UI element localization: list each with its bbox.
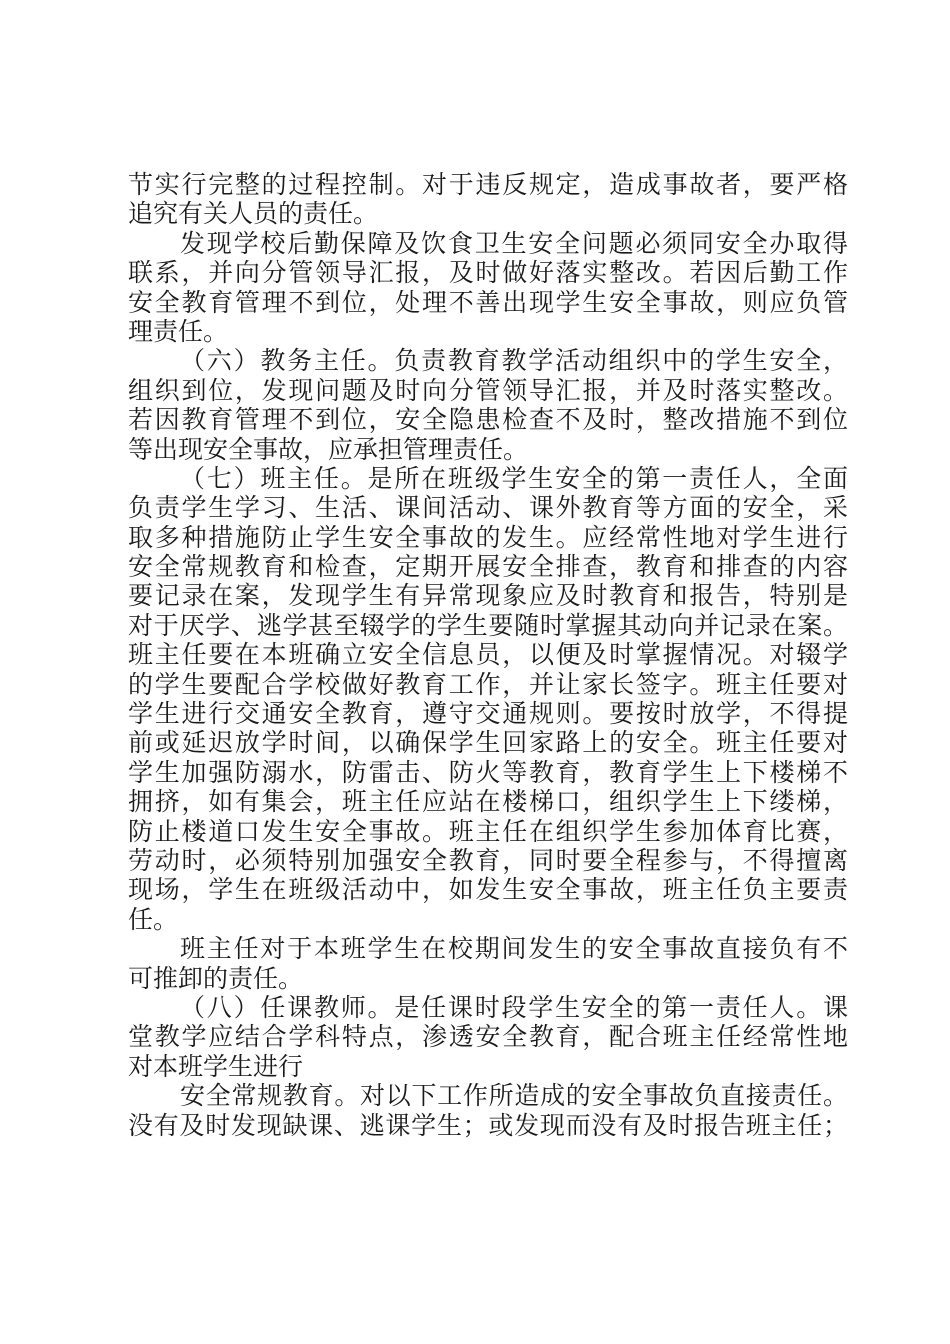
text-line: 堂教学应结合学科特点，渗透安全教育，配合班主任经常性地 [128, 1022, 848, 1052]
text-line: 可推卸的责任。 [128, 963, 304, 993]
text-line: 负责学生学习、生活、课间活动、课外教育等方面的安全，采 [128, 493, 848, 523]
text-line: 组织到位，发现问题及时向分管领导汇报，并及时落实整改。 [128, 375, 848, 405]
text-line: 安全教育管理不到位，处理不善出现学生安全事故，则应负管 [128, 287, 848, 317]
paragraph-first-line: 发现学校后勤保障及饮食卫生安全问题必须同安全办取得 [180, 228, 848, 258]
paragraph-first-line: 安全常规教育。对以下工作所造成的安全事故负直接责任。 [180, 1081, 848, 1111]
text-line: 等出现安全事故，应承担管理责任。 [128, 434, 529, 464]
text-line: 班主任要在本班确立安全信息员，以便及时掌握情况。对辍学 [128, 640, 848, 670]
text-line: 现场，学生在班级活动中，如发生安全事故，班主任负主要责 [128, 875, 848, 905]
text-line: 理责任。 [128, 316, 229, 346]
text-line: 安全常规教育和检查，定期开展安全排查，教育和排查的内容 [128, 552, 848, 582]
text-line: 的学生要配合学校做好教育工作，并让家长签字。班主任要对 [128, 669, 848, 699]
paragraph-first-line: 班主任对于本班学生在校期间发生的安全事故直接负有不 [180, 934, 848, 964]
section-heading-line: （七）班主任。是所在班级学生安全的第一责任人，全面 [180, 463, 848, 493]
section-heading-line: （八）任课教师。是任课时段学生安全的第一责任人。课 [180, 992, 848, 1022]
text-line: 对于厌学、逃学甚至辍学的学生要随时掌握其动向并记录在案。 [128, 610, 848, 640]
text-line: 要记录在案，发现学生有异常现象应及时教育和报告，特别是 [128, 581, 848, 611]
text-line: 学生进行交通安全教育，遵守交通规则。要按时放学，不得提 [128, 699, 848, 729]
text-line: 若因教育管理不到位，安全隐患检查不及时，整改措施不到位 [128, 405, 848, 435]
body-text [128, 170, 848, 1140]
text-line: 节实行完整的过程控制。对于违反规定，造成事故者，要严格 [128, 170, 848, 199]
text-line: 追究有关人员的责任。 [128, 199, 379, 229]
section-heading-line: （六）教务主任。负责教育教学活动组织中的学生安全， [180, 346, 848, 376]
text-line: 联系，并向分管领导汇报，及时做好落实整改。若因后勤工作 [128, 258, 848, 288]
text-line: 劳动时，必须特别加强安全教育，同时要全程参与，不得擅离 [128, 845, 848, 875]
text-line: 前或延迟放学时间，以确保学生回家路上的安全。班主任要对 [128, 728, 848, 758]
text-line: 对本班学生进行 [128, 1051, 304, 1081]
text-line: 没有及时发现缺课、逃课学生；或发现而没有及时报告班主任； [128, 1110, 848, 1140]
text-line: 学生加强防溺水，防雷击、防火等教育，教育学生上下楼梯不 [128, 757, 848, 787]
text-line: 取多种措施防止学生安全事故的发生。应经常性地对学生进行 [128, 522, 848, 552]
text-line: 任。 [128, 904, 179, 934]
text-line: 拥挤，如有集会，班主任应站在楼梯口，组织学生上下缕梯， [128, 787, 848, 817]
text-line: 防止楼道口发生安全事故。班主任在组织学生参加体育比赛， [128, 816, 848, 846]
